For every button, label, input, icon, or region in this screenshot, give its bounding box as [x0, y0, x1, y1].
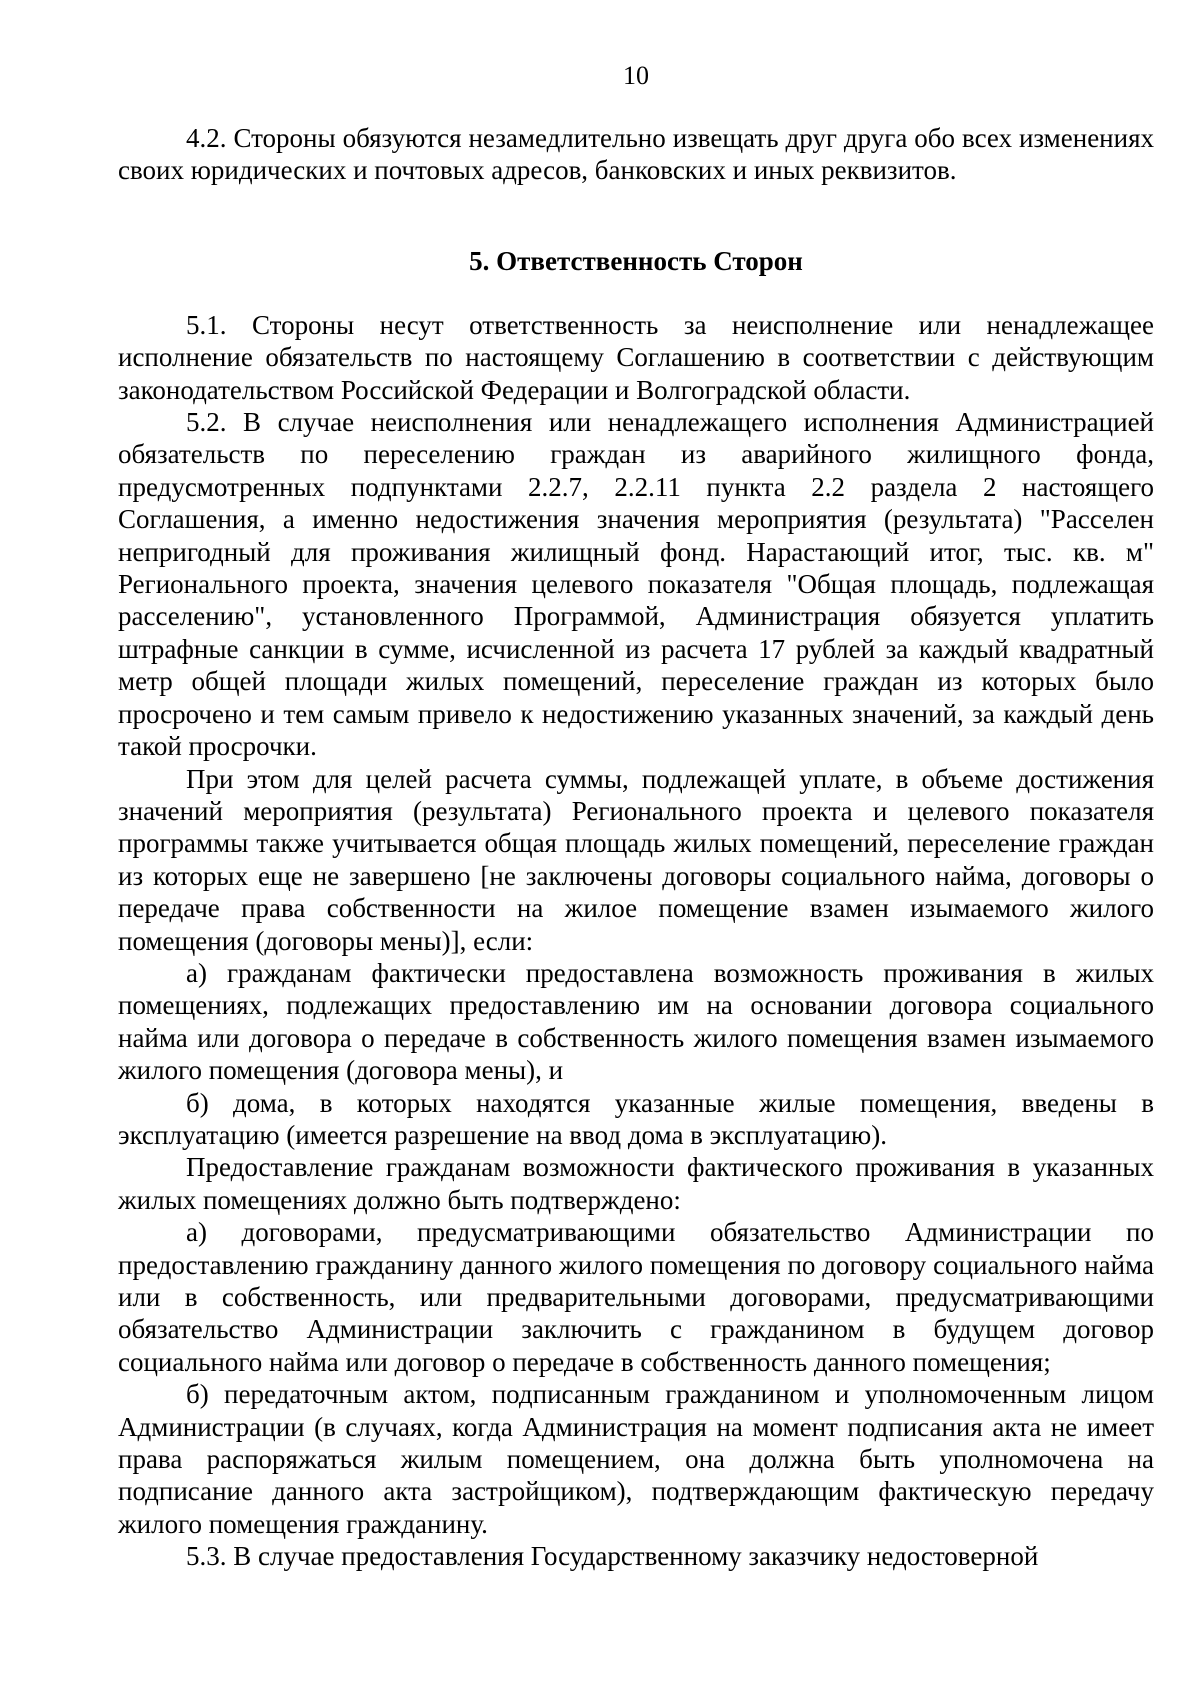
clause-5-1: 5.1. Стороны несут ответственность за неисполнение или ненадлежащее исполнение обязательств по настоящему Соглашению в соответствии с действующим законодательством Российской Федерации и Волгоградской области. [118, 309, 1154, 405]
section-heading: 5. Ответственность Сторон [469, 245, 803, 276]
confirmation-b: б) передаточным актом, подписанным гражданином и уполномоченным лицом Администрации (в случаях, когда Администрация на момент подписания акта не имеет права распоряжаться жилым помещением, она должна быть уполномочена на подписание данного акта застройщиком), подтверждающим фактическую передачу жилого помещения гражданину. [118, 1379, 1154, 1539]
clause-5-2: 5.2. В случае неисполнения или ненадлежащего исполнения Администрацией обязательств по переселению граждан из аварийного жилищного фонда, предусмотренных подпунктами 2.2.7, 2.2.11 пункта 2.2 раздела 2 настоящего Соглашения, а именно недостижения значения мероприятия (результата) "Расселен непригодный для проживания жилищный фонд. Нарастающий итог, тыс. кв. м" Регионального проекта, значения целевого показателя "Общая площадь, подлежащая расселению", установленного Программой, Администрация обязуется уплатить штрафные санкции в сумме, исчисленной из расчета 17 рублей за каждый квадратный метр общей площади жилых помещений, переселение граждан из которых было просрочено и тем самым привело к недостижению указанных значений, за каждый день такой просрочки. [118, 407, 1154, 762]
confirmation-a: а) договорами, предусматривающими обязательство Администрации по предоставлению гражданину данного жилого помещения по договору социального найма или в собственность, или предварительными договорами, предусматривающими обязательство Администрации заключить с гражданином в будущем договор социального найма или договор о передаче в собственность данного помещения; [118, 1217, 1154, 1377]
condition-b: б) дома, в которых находятся указанные жилые помещения, введены в эксплуатацию (имеется разрешение на ввод дома в эксплуатацию). [118, 1087, 1154, 1150]
clause-5-3: 5.3. В случае предоставления Государственному заказчику недостоверной [186, 1541, 1039, 1572]
document-page [118, 60, 1154, 1573]
condition-a: а) гражданам фактически предоставлена возможность проживания в жилых помещениях, подлежащих предоставлению им на основании договора социального найма или договора о передаче в собственность жилого помещения взамен изымаемого жилого помещения (договора мены), и [118, 957, 1154, 1086]
confirmation-intro: Предоставление гражданам возможности фактического проживания в указанных жилых помещениях должно быть подтверждено: [118, 1152, 1154, 1215]
clause-4-2: 4.2. Стороны обязуются незамедлительно извещать друг друга обо всех изменениях своих юридических и почтовых адресов, банковских и иных реквизитов. [118, 123, 1154, 186]
page-number: 10 [623, 61, 649, 90]
clause-5-2-calculation: При этом для целей расчета суммы, подлежащей уплате, в объеме достижения значений мероприятия (результата) Регионального проекта и целевого показателя программы также учитывается общая площадь жилых помещений, переселение граждан из которых еще не завершено [не заключены договоры социального найма, договоры о передаче права собственности на жилое помещение взамен изымаемого жилого помещения (договоры мены)], если: [118, 763, 1154, 956]
